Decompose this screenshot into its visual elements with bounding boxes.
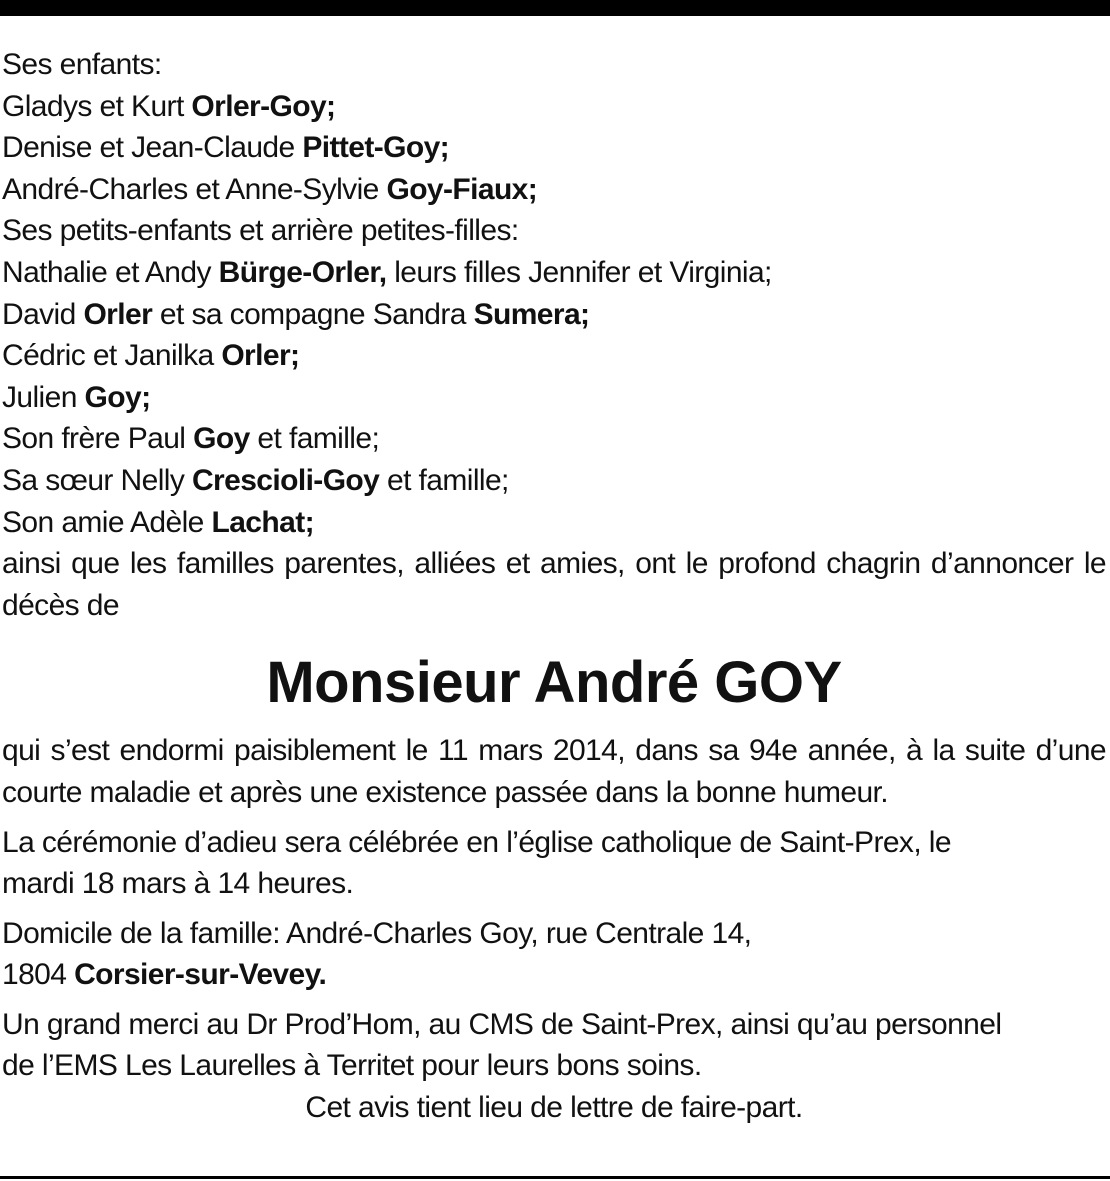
bottom-rule xyxy=(0,1176,1110,1179)
domicile-town: Corsier-sur-Vevey. xyxy=(74,958,327,992)
ceremony-paragraph xyxy=(2,822,1106,905)
surname: Lachat; xyxy=(211,505,314,539)
surname: Sumera; xyxy=(473,297,590,331)
deceased-name: Monsieur André GOY xyxy=(266,650,842,716)
surname: Bürge-Orler, xyxy=(218,255,387,289)
child-line: Denise et Jean-Claude Pittet-Goy; xyxy=(2,131,450,165)
top-rule xyxy=(0,0,1110,16)
ceremony-line: mardi 18 mars à 14 heures. xyxy=(2,867,354,901)
domicile-paragraph xyxy=(2,913,1106,996)
sibling-line: Sa sœur Nelly Crescioli-Goy et famille; xyxy=(2,463,509,497)
surname: Crescioli-Goy xyxy=(191,463,380,497)
grandchild-line: Julien Goy; xyxy=(2,380,151,414)
grandchild-line: David Orler et sa compagne Sandra Sumera; xyxy=(2,297,590,331)
thanks-line: de l’EMS Les Laurelles à Territet pour leurs bons soins. xyxy=(2,1049,702,1083)
grandchild-line: Cédric et Janilka Orler; xyxy=(2,339,300,373)
domicile-line: 1804 Corsier-sur-Vevey. xyxy=(2,958,327,992)
thanks-line: Un grand merci au Dr Prod’Hom, au CMS de Saint-Prex, ainsi qu’au personnel xyxy=(2,1007,1002,1041)
ceremony-line: La cérémonie d’adieu sera célébrée en l’église catholique de Saint-Prex, le xyxy=(2,825,951,859)
domicile-line: Domicile de la famille: André-Charles Goy, rue Centrale 14, xyxy=(2,916,752,950)
obituary-notice xyxy=(2,44,1106,1129)
closing-note: Cet avis tient lieu de lettre de faire-part. xyxy=(305,1091,803,1125)
child-line: André-Charles et Anne-Sylvie Goy-Fiaux; xyxy=(2,172,538,206)
child-line: Gladys et Kurt Orler-Goy; xyxy=(2,89,336,123)
surname: Goy; xyxy=(84,380,151,414)
grandchild-line: Nathalie et Andy Bürge-Orler, leurs filles Jennifer et Virginia; xyxy=(2,255,772,289)
grandchildren-label: Ses petits-enfants et arrière petites-filles: xyxy=(2,214,519,248)
surname: Orler; xyxy=(221,339,300,373)
passing-paragraph: qui s’est endormi paisiblement le 11 mars 2014, dans sa 94e année, à la suite d’une courte maladie et après une existence passée dans la bonne humeur. xyxy=(2,734,1106,809)
surname: Goy xyxy=(193,422,250,456)
surname: Goy-Fiaux; xyxy=(386,172,538,206)
sibling-line: Son frère Paul Goy et famille; xyxy=(2,422,380,456)
surname: Pittet-Goy; xyxy=(302,131,450,165)
children-label: Ses enfants: xyxy=(2,48,162,81)
surname: Orler xyxy=(83,297,153,331)
friend-line: Son amie Adèle Lachat; xyxy=(2,505,314,539)
announcement-text: ainsi que les familles parentes, alliées et amies, ont le profond chagrin d’annoncer le décès de xyxy=(2,547,1106,622)
thanks-paragraph xyxy=(2,1004,1106,1087)
surname: Orler-Goy; xyxy=(191,89,336,123)
